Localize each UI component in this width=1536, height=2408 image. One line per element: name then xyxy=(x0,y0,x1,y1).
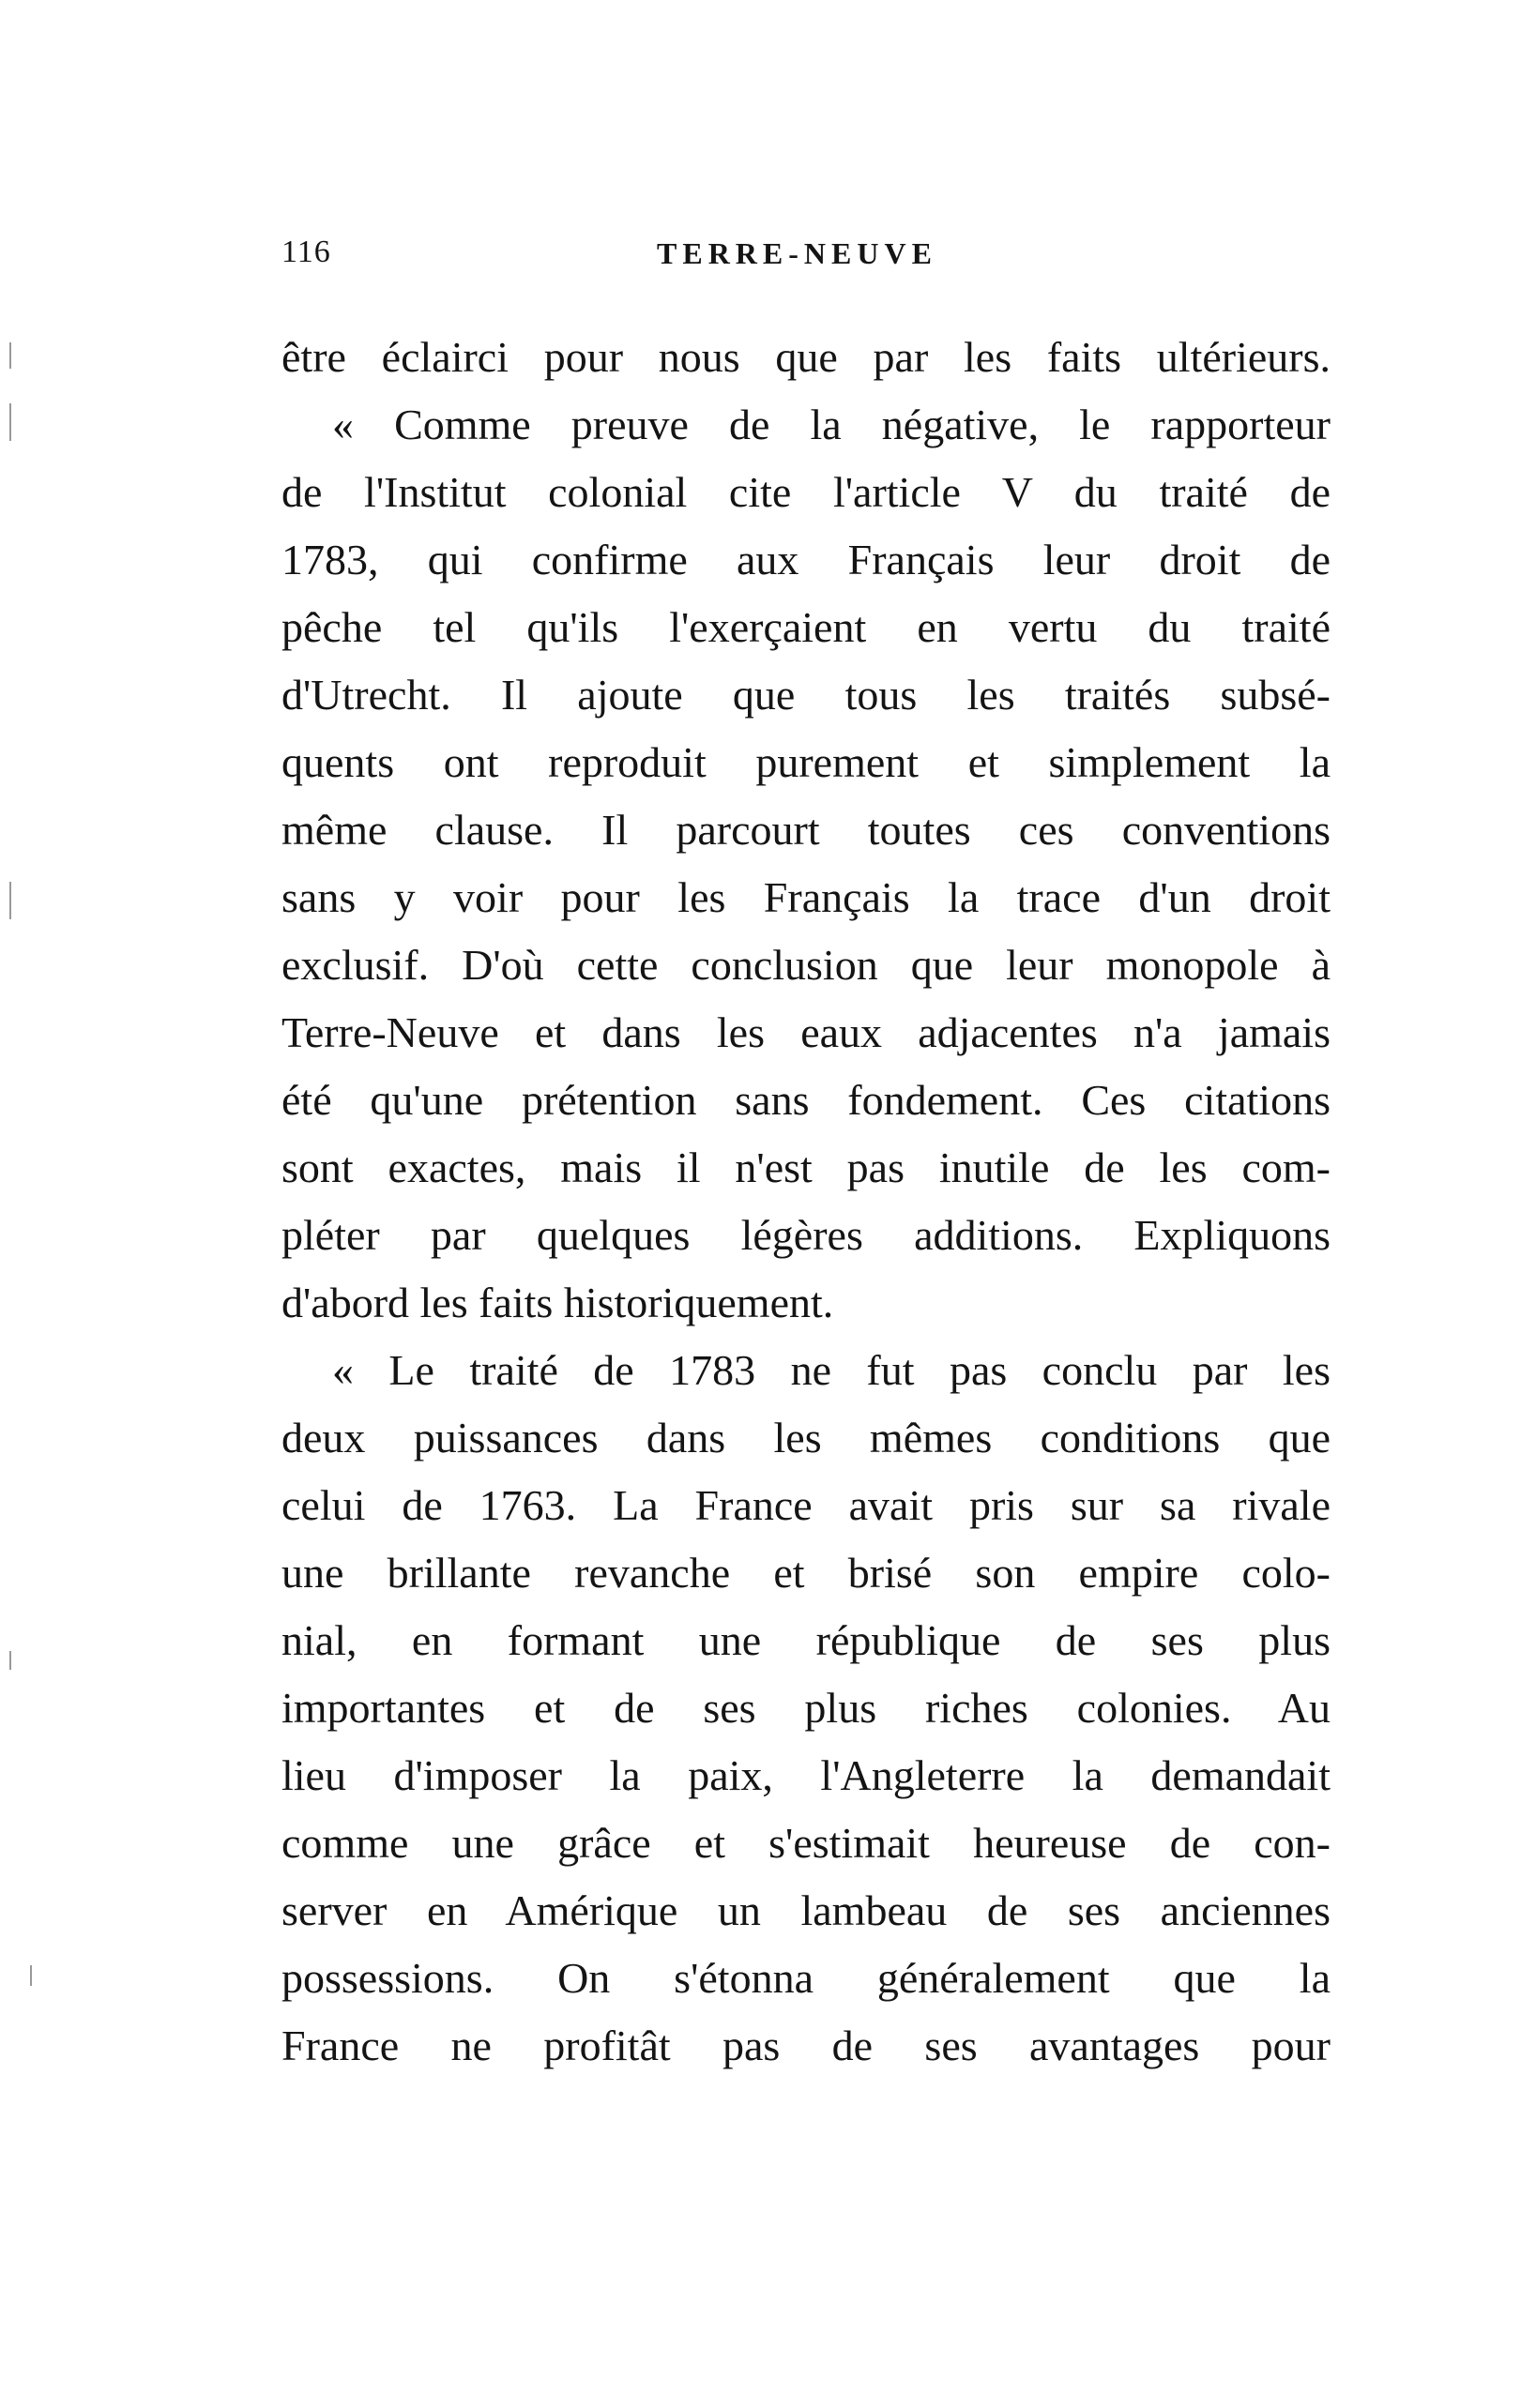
text-line: comme une grâce et s'estimait heureuse de con- xyxy=(281,1819,1331,1867)
margin-scan-mark xyxy=(30,1965,32,1986)
text-line: pléter par quelques légères additions. Expliquons xyxy=(281,1211,1331,1259)
text-line: 1783, qui confirme aux Français leur droit de xyxy=(281,536,1331,583)
text-line: d'abord les faits historiquement. xyxy=(281,1279,834,1326)
margin-scan-mark xyxy=(9,1651,11,1670)
text-line: Terre-Neuve et dans les eaux adjacentes n'a jamais xyxy=(281,1008,1331,1056)
text-line: France ne profitât pas de ses avantages pour xyxy=(281,2022,1331,2069)
text-line: être éclairci pour nous que par les faits ultérieurs. xyxy=(281,333,1331,381)
text-line: lieu d'imposer la paix, l'Angleterre la demandait xyxy=(281,1751,1331,1799)
text-line: nial, en formant une république de ses plus xyxy=(281,1616,1331,1664)
body-text xyxy=(281,324,1331,2080)
text-line: « Comme preuve de la négative, le rapporteur xyxy=(332,401,1331,448)
text-line: pêche tel qu'ils l'exerçaient en vertu du traité xyxy=(281,603,1331,651)
margin-scan-mark xyxy=(9,882,11,919)
text-line: possessions. On s'étonna généralement que la xyxy=(281,1954,1331,2002)
text-line: deux puissances dans les mêmes conditions que xyxy=(281,1414,1331,1461)
text-line: quents ont reproduit purement et simplement la xyxy=(281,738,1331,786)
running-title: TERRE-NEUVE xyxy=(657,236,937,270)
text-line: celui de 1763. La France avait pris sur sa rivale xyxy=(281,1481,1331,1529)
text-line: de l'Institut colonial cite l'article V du traité de xyxy=(281,468,1331,516)
text-line: été qu'une prétention sans fondement. Ces citations xyxy=(281,1076,1331,1124)
text-line: importantes et de ses plus riches colonies. Au xyxy=(281,1684,1331,1732)
text-line: sont exactes, mais il n'est pas inutile de les com- xyxy=(281,1143,1331,1191)
text-line: server en Amérique un lambeau de ses anciennes xyxy=(281,1886,1331,1934)
page-header xyxy=(281,235,1331,291)
margin-scan-mark xyxy=(9,342,11,369)
text-line: même clause. Il parcourt toutes ces conventions xyxy=(281,806,1331,854)
text-line: d'Utrecht. Il ajoute que tous les traités subsé- xyxy=(281,671,1331,719)
text-line: « Le traité de 1783 ne fut pas conclu par les xyxy=(332,1346,1331,1394)
page-number: 116 xyxy=(281,235,331,269)
text-line: exclusif. D'où cette conclusion que leur monopole à xyxy=(281,941,1331,989)
margin-scan-mark xyxy=(9,403,11,441)
text-line: sans y voir pour les Français la trace d'un droit xyxy=(281,873,1331,921)
text-line: une brillante revanche et brisé son empire colo- xyxy=(281,1549,1331,1597)
